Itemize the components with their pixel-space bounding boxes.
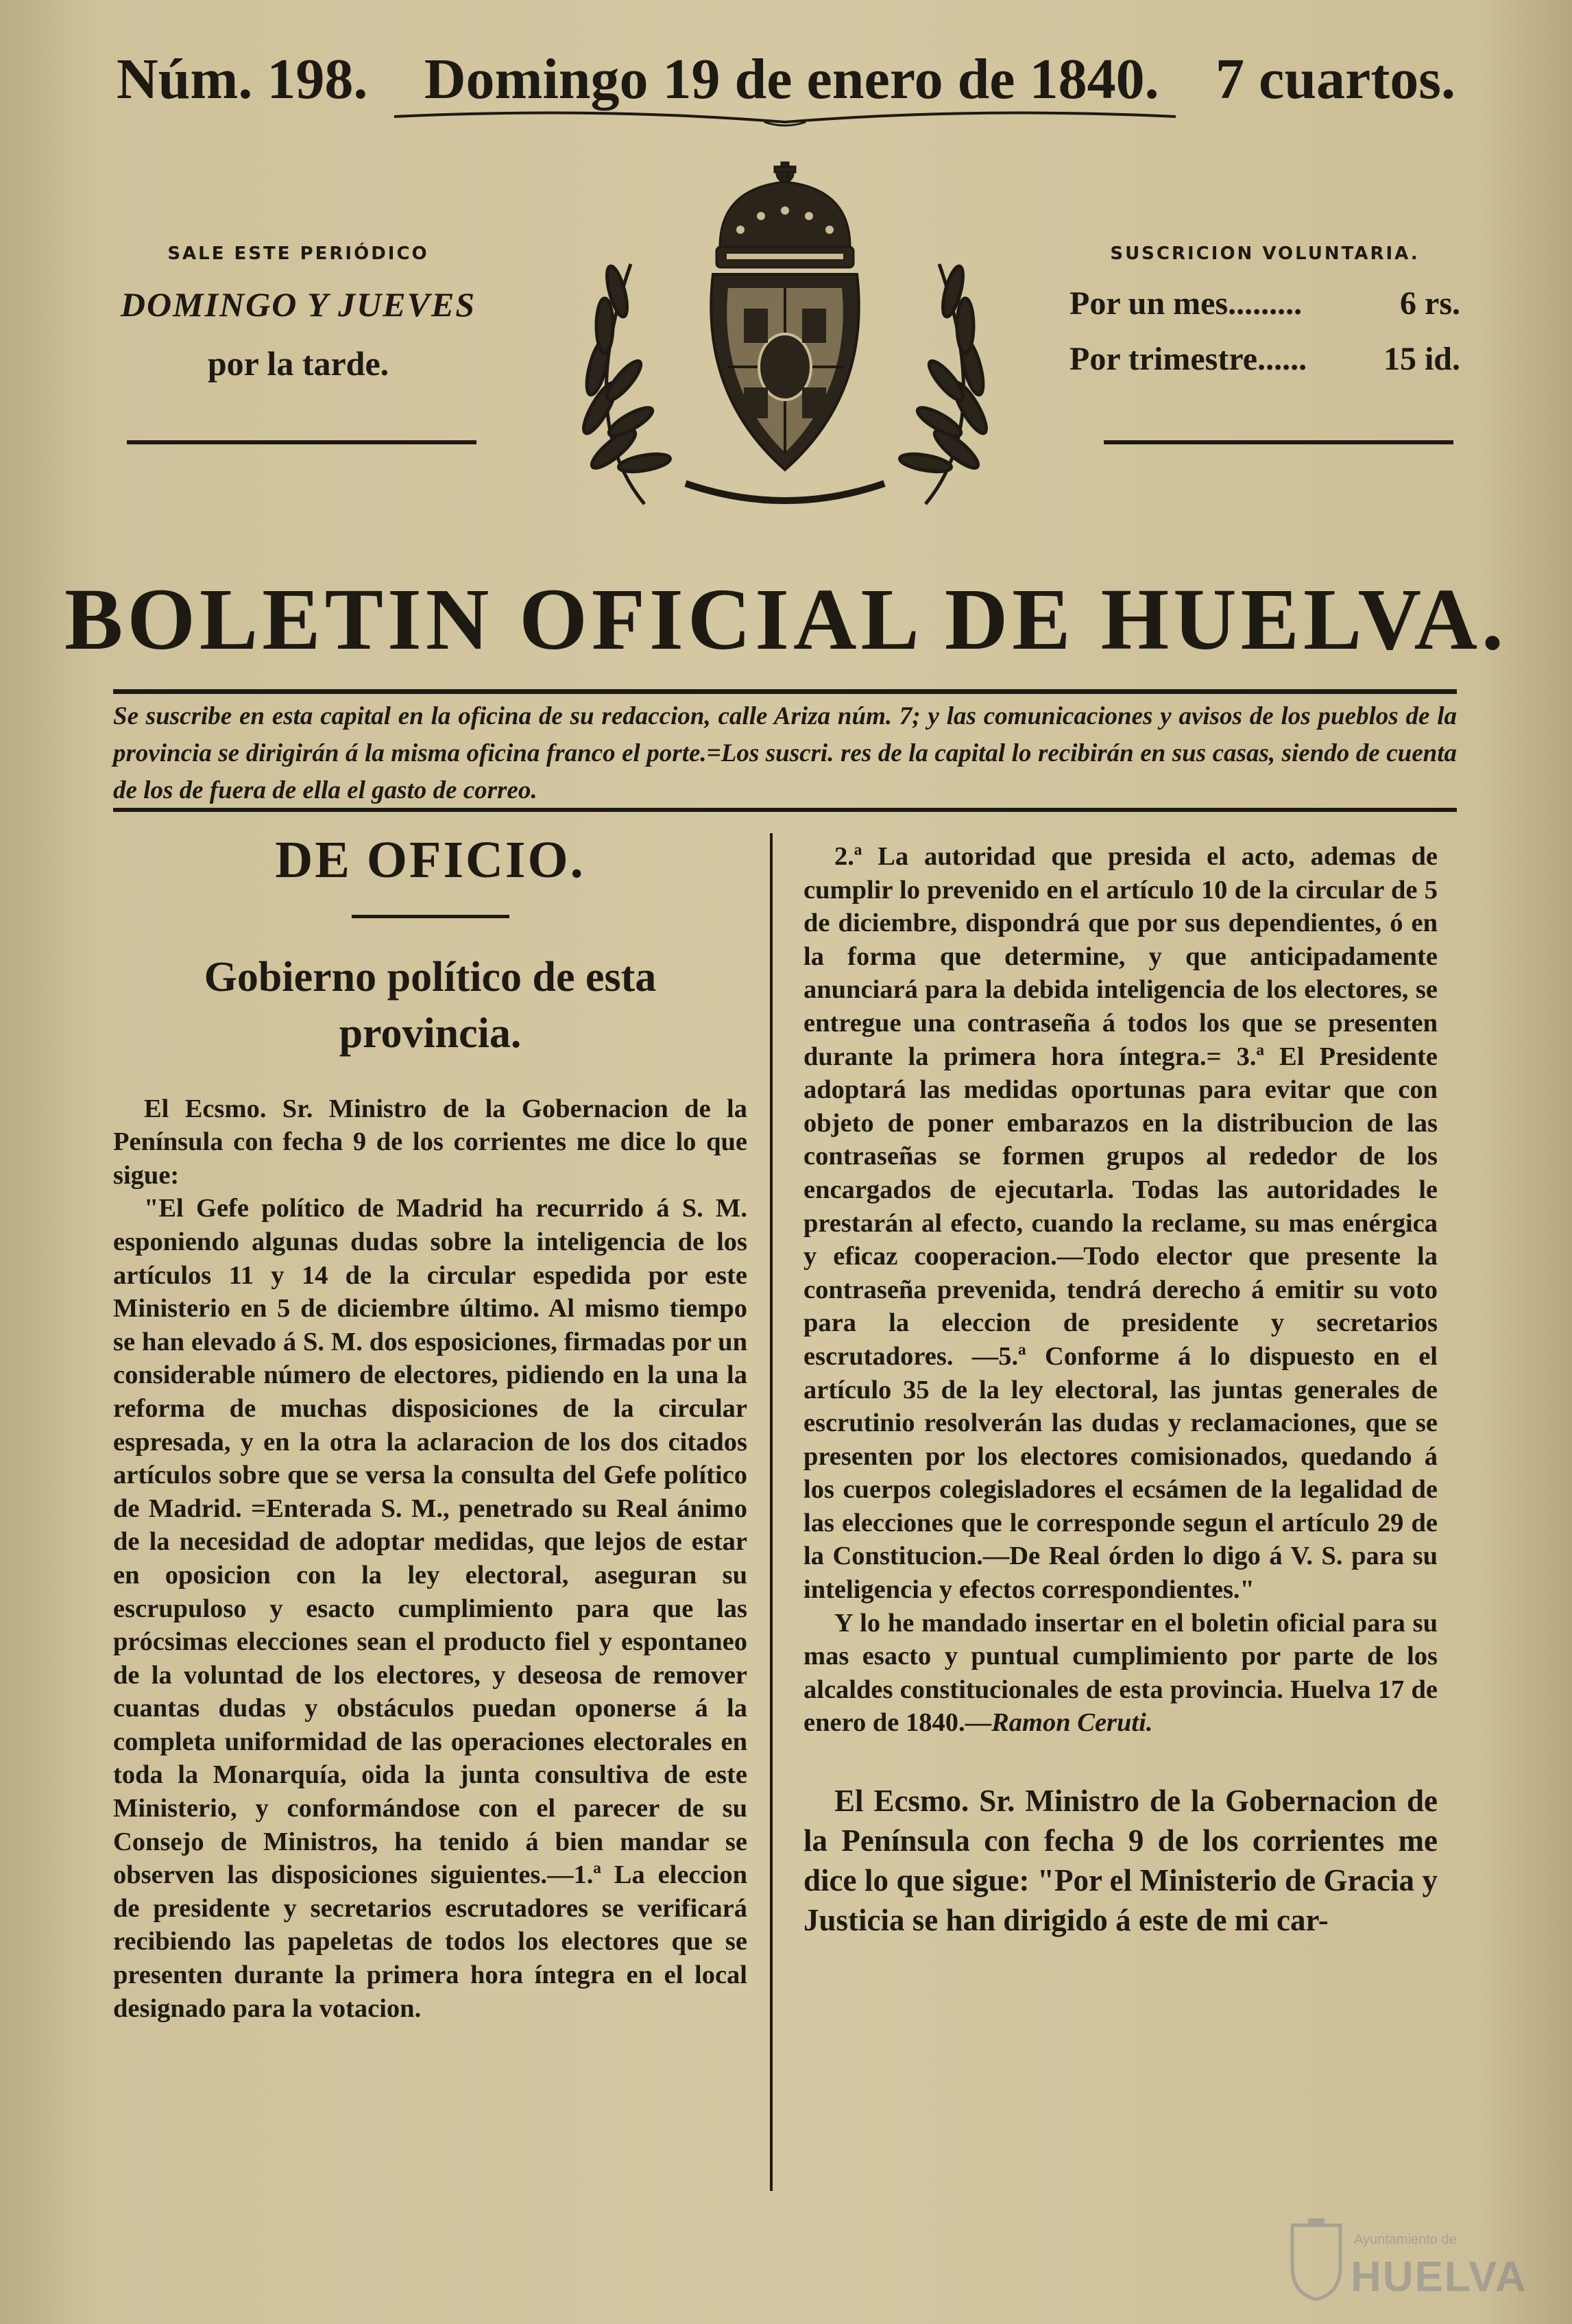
section-rule [352,915,509,918]
schedule-label: SALE ESTE PERIÓDICO [167,243,429,264]
article-paragraph: "El Gefe político de Madrid ha recurrido á S. M. esponiendo algunas dudas sobre la inteligencia de los artículos 11 y 14 de la circular espedida por este Ministerio en 5 de diciembre último. Al mismo tiempo se han elevado á S. M. dos esposiciones, firmadas por un considerable número de electores, pidiendo en la una la reforma de muchas disposiciones de la circular espresada, y en la otra la aclaracion de los dos citados artículos sobre que se versa la consulta del Gefe político de Madrid. =Enterada S. M., penetrado su Real ánimo de la necesidad de adoptar medidas, que lejos de estar en oposicion con la ley electoral, aseguran su escrupuloso y esacto cumplimiento para que las prócsimas elecciones sean el producto fiel y espontaneo de la voluntad de los electores, y deseosa de remover cuantas dudas y obstáculos puedan oponerse á la completa uniformidad de las operaciones electorales en toda la Monarquía, oida la junta consultiva de este Ministerio, y conformándose con el parecer de su Consejo de Ministros, ha tenido á bien mandar se observen las disposiciones siguientes.—1.ª La eleccion de presidente y secretarios escrutadores se verificará recibiendo las papeletas de todos los electores que se presenten durante la primera hora íntegra en el local designado para la votacion. [113,1194,747,2023]
price-row-month [1069,285,1460,322]
closing-paragraph [803,1607,1438,1740]
issue-price: 7 cuartos. [1216,47,1455,111]
price-value-quarter: 15 id. [1383,341,1460,377]
shield-icon [1289,2218,1344,2301]
left-box-rule [127,440,476,444]
closing-text: Y lo he mandado insertar en el boletin oficial para su mas esacto y puntual cumplimiento por parte de los alcaldes constitucionales de esta provincia. Huelva 17 de enero de 1840.— [803,1608,1438,1738]
section-heading: DE OFICIO. [275,831,585,889]
price-row-quarter [1069,340,1460,378]
newspaper-title: BOLETIN OFICIAL DE HUELVA. [64,571,1508,668]
right-column [803,840,1438,1940]
price-label-month: Por un mes......... [1069,285,1303,322]
watermark-top-text: Ayuntamiento de [1354,2232,1457,2247]
archive-watermark [1289,2205,1527,2308]
masthead-swash-rule [391,101,1179,129]
column-divider [770,833,773,2191]
issue-date: Domingo 19 de enero de 1840. [424,47,1159,111]
article-paragraph: 2.ª La autoridad que presida el acto, ademas de cumplir lo prevenido en el artículo 10 de la circular de 5 de diciembre, dispondrá que por sus dependientes, ó en la forma que determine, y que anticipadamente anunciará para la debida inteligencia de los electores, se entregue una contraseña á todos los que se presenten durante la primera hora íntegra.= 3.ª El Presidente adoptará las medidas oportunas para evitar que con objeto de poner embarazos en la distribucion de las contraseñas se formen grupos al rededor de los encargados de ejecutarla. Todas las autoridades le prestarán al efecto, cuando la reclame, su mas enérgica y eficaz cooperacion.—Todo elector que presente la contraseña prevenida, tendrá derecho á emitir su voto para la eleccion de presidente y secretarios escrutadores. —5.ª Conforme á lo dispuesto en el artículo 35 de la ley electoral, las juntas generales de escrutinio resolverán las dudas y reclamaciones, que se presenten por los electores comisionados, quedando á los cuerpos colegisladores el ecsámen de la legalidad de las elecciones que le corresponde segun el artículo 29 de la Constitucion.—De Real órden lo digo á V. S. para su inteligencia y efectos correspondientes." [803,842,1438,1605]
publication-schedule [103,243,494,383]
price-value-month: 6 rs. [1400,285,1460,322]
left-column [113,831,747,2025]
schedule-time: por la tarde. [207,344,389,383]
subscription-heading: SUSCRICION VOLUNTARIA. [1110,243,1420,264]
right-box-rule [1104,440,1453,444]
signature: Ramon Ceruti. [991,1708,1153,1738]
schedule-days: DOMINGO Y JUEVES [120,285,476,324]
issue-number: Núm. 198. [117,47,368,111]
subscription-note: Se suscribe en esta capital en la oficina de su redaccion, calle Ariza núm. 7; y las comunicaciones y avisos de los pueblos de la provincia se dirigirán á la misma oficina franco el porte.=Los suscri. res de la capital lo recibirán en sus casas, siendo de cuenta de los de fuera de ella el gasto de correo. [113,702,1457,804]
title-rule-top [113,689,1457,694]
subscription-box [1069,243,1460,378]
price-label-quarter: Por trimestre...... [1069,341,1307,377]
next-article-paragraph: El Ecsmo. Sr. Ministro de la Gobernacion de la Península con fecha 9 de los corrientes me dice lo que sigue: "Por el Ministerio de Gracia y Justicia se han dirigido á este de mi car- [803,1784,1438,1938]
department-heading: Gobierno político de esta provincia. [204,953,657,1057]
royal-coat-of-arms-icon [548,161,1021,531]
article-paragraph: El Ecsmo. Sr. Ministro de la Gobernacion de la Península con fecha 9 de los corrientes me dice lo que sigue: [113,1094,747,1190]
title-rule-bottom [113,808,1457,812]
watermark-name: HUELVA [1351,2253,1527,2301]
